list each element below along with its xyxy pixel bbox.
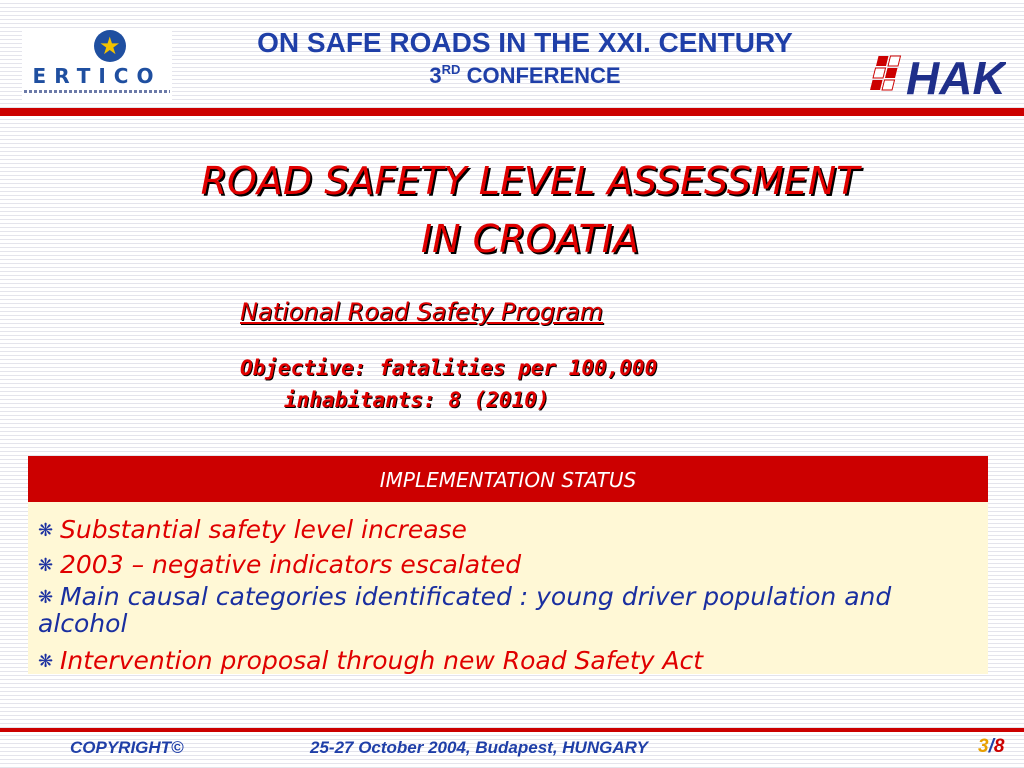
hak-logo-text: HAK <box>906 52 1006 100</box>
status-header: IMPLEMENTATION STATUS <box>28 456 988 502</box>
bullet-icon: ❋ <box>38 555 54 576</box>
hak-logo <box>866 50 1006 100</box>
header-divider <box>0 108 1024 116</box>
status-item: ❋ Main causal categories identificated : young driver population and alcohol <box>38 582 892 638</box>
ertico-logo-text: ERTICO <box>32 64 162 88</box>
status-item: ❋ 2003 – negative indicators escalated <box>38 549 978 582</box>
slide-title-line1: ROAD SAFETY LEVEL ASSESSMENT <box>200 159 860 203</box>
conference-title: ON SAFE ROADS IN THE XXI. CENTURY <box>257 27 793 58</box>
hak-logo-icon <box>866 50 1006 100</box>
footer-copyright: COPYRIGHT© <box>70 738 184 757</box>
objective-text <box>240 352 800 416</box>
bullet-icon: ❋ <box>38 587 54 608</box>
page-number: 3/8 <box>978 736 1005 757</box>
bullet-icon: ❋ <box>38 651 54 672</box>
status-item: ❋ Substantial safety level increase <box>38 514 978 547</box>
footer-divider <box>0 728 1024 732</box>
footer-date: 25-27 October 2004, Budapest, HUNGARY <box>310 738 648 757</box>
ertico-logo <box>22 28 172 100</box>
status-list <box>38 514 978 680</box>
ertico-star-icon <box>94 30 126 62</box>
implementation-status-box <box>28 456 988 674</box>
conference-subtitle: 3RD CONFERENCE <box>429 62 621 88</box>
ertico-tagline-icon <box>24 90 170 93</box>
objective-line1: Objective: fatalities per 100,000 <box>240 356 658 380</box>
slide-title-line2: IN CROATIA <box>420 217 640 261</box>
program-title: National Road Safety Program <box>240 298 604 326</box>
objective-line2: inhabitants: 8 (2010) <box>284 388 550 412</box>
slide-title <box>100 152 960 268</box>
bullet-icon: ❋ <box>38 520 54 541</box>
status-item: ❋ Intervention proposal through new Road Safety Act <box>38 645 978 678</box>
